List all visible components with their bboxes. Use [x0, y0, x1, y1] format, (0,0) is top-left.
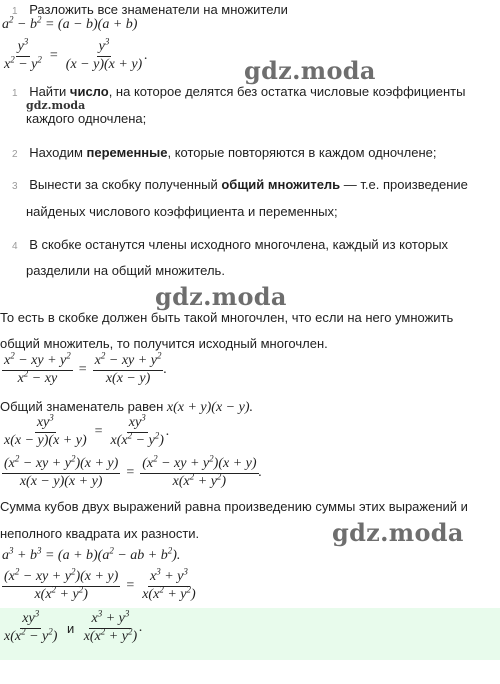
formula-common-denominator: x(x + y)(x − y).: [166, 400, 254, 415]
formula-simplify-fraction: $\frac{x^2 - xy + y^2}{x^2 - xy}$ = $\frac{x^2 - xy + y^2}{x(x - y)}$ .: [4, 350, 167, 386]
formula-first-fraction: $\frac{y^3}{x^2 - y^2}$ = $\frac{y^3}{(x - y)(x + y)}$ .: [4, 36, 148, 72]
step-text-post: , на которое делятся без остатка числовые коэффициенты: [108, 84, 466, 99]
paragraph-explanation-line2: общий множитель, то получится исходный многочлен.: [0, 336, 328, 351]
list-text: Разложить все знаменатели на множители: [29, 2, 288, 17]
watermark-logo: gdz.moda: [155, 282, 287, 311]
step-item-2: [12, 145, 436, 160]
step-text-pre: Вынести за скобку полученный: [29, 177, 222, 192]
list-number: 1: [12, 6, 18, 17]
step-text-bold: число: [69, 84, 109, 99]
watermark-small: gdz.moda: [26, 99, 86, 112]
step-item-4-line2: разделили на общий множитель.: [26, 263, 225, 278]
step-item-1: [12, 84, 465, 99]
watermark-logo: gdz.moda: [244, 56, 376, 85]
step-text-post: , которые повторяются в каждом одночлене;: [167, 145, 437, 160]
formula-answer: $\frac{xy^3}{x(x^2 - y^2)}$ и $\frac{x^3 + y^3}{x(x^2 + y^2)}$ .: [4, 608, 143, 644]
paragraph-explanation-line1: То есть в скобке должен быть такой многочлен, что если на него умножить: [0, 310, 454, 325]
step-text-post: — т.е. произведение: [340, 177, 468, 192]
step-text-bold: переменные: [86, 145, 168, 160]
formula-difference-of-squares: $a^2 - b^2 = (a - b)(a + b)$: [2, 14, 138, 32]
step-text-pre: Находим: [29, 145, 87, 160]
paragraph-text: Общий знаменатель равен: [0, 399, 164, 414]
step-number: 1: [12, 88, 18, 99]
paragraph-sum-of-cubes-line1: Сумма кубов двух выражений равна произведению суммы этих выражений и: [0, 499, 468, 514]
top-list-item: [12, 2, 288, 17]
step-item-3: [12, 177, 468, 192]
conjunction-and: и: [66, 620, 75, 636]
formula-second-fraction: $\frac{xy^3}{x(x - y)(x + y)}$ = $\frac{xy^3}{x(x^2 - y^2)}$ .: [4, 412, 170, 448]
step-item-4: [12, 237, 448, 252]
step-text: В скобке останутся члены исходного многочлена, каждый из которых: [29, 237, 449, 252]
step-item-1-line2: каждого одночлена;: [26, 111, 147, 126]
paragraph-sum-of-cubes-line2: неполного квадрата их разности.: [0, 526, 200, 541]
step-text-bold: общий множитель: [221, 177, 341, 192]
watermark-logo: gdz.moda: [332, 518, 464, 547]
formula-fourth-fraction: $\frac{(x^2 - xy + y^2)(x + y)}{x(x^2 + y^2)}$ = $\frac{x^3 + y^3}{x(x^2 + y^2)}$: [4, 566, 196, 602]
step-item-3-line2: найденых числового коэффициента и переменных;: [26, 204, 338, 219]
step-number: 3: [12, 181, 18, 192]
step-text-pre: Найти: [29, 84, 70, 99]
step-number: 2: [12, 149, 18, 160]
paragraph-common-denominator: [0, 399, 253, 416]
formula-third-fraction: $\frac{(x^2 - xy + y^2)(x + y)}{x(x - y)(x + y)}$ = $\frac{(x^2 - xy + y^2)(x + y)}{x(x^2 + y^2)}$ .: [4, 453, 263, 489]
step-number: 4: [12, 241, 18, 252]
formula-sum-of-cubes: $a^3 + b^3 = (a + b)(a^2$ − ab + $b^2$).: [2, 545, 181, 563]
